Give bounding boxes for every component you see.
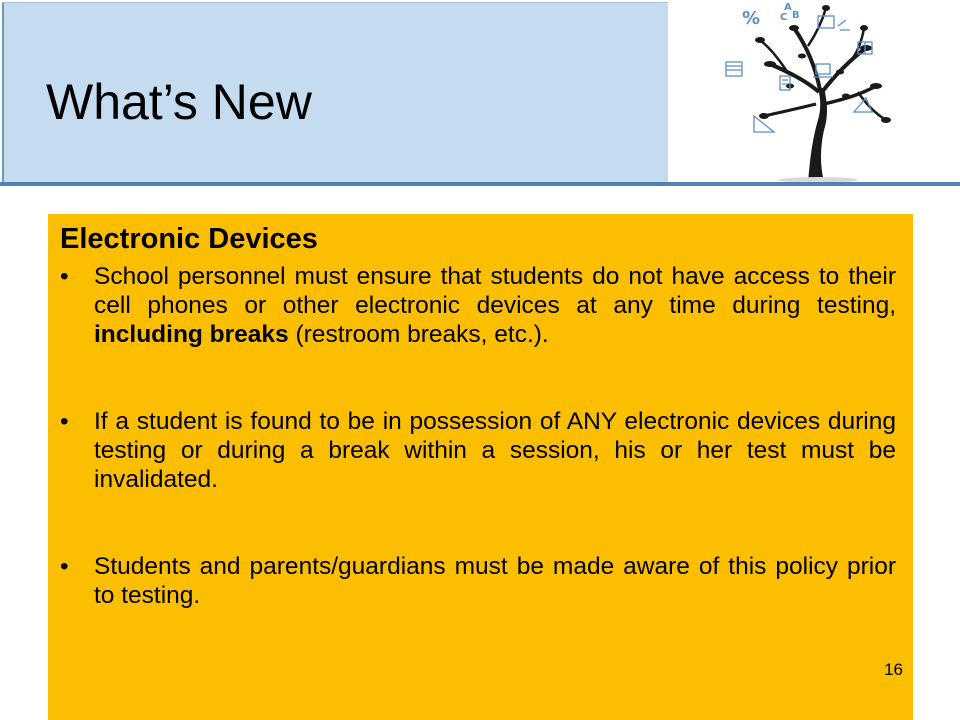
page-number: 16	[884, 660, 903, 679]
slide-header	[0, 0, 960, 186]
content-panel	[48, 214, 913, 720]
letter-a-icon: A	[784, 2, 792, 13]
laptop-icon	[816, 64, 830, 74]
header-divider	[0, 182, 960, 186]
bullet-item	[60, 552, 896, 610]
bullet-text: (restroom breaks, etc.).	[288, 321, 549, 348]
bullet-item	[60, 407, 896, 494]
bullet-text: School personnel must ensure that students do not have access to their cell phones or other electronic devices at any time during testing,	[94, 263, 896, 319]
bullet-emphasis: including breaks	[94, 321, 289, 348]
section-heading: Electronic Devices	[60, 223, 318, 255]
bullet-list	[60, 262, 896, 610]
bullet-text: If a student is found to be in possession of ANY electronic devices during testing or during a break within a session, his or her test must be invalidated.	[94, 408, 896, 493]
slide-title: What’s New	[46, 74, 312, 130]
bullet-item	[60, 262, 896, 349]
letter-b-icon: B	[792, 10, 800, 21]
bullet-text: Students and parents/guardians must be made aware of this policy prior to testing.	[94, 553, 896, 609]
letter-c-icon: C	[780, 12, 788, 23]
tree-illustration-icon	[690, 0, 960, 182]
book-stack-icon	[726, 62, 742, 76]
percent-icon: %	[742, 8, 761, 29]
